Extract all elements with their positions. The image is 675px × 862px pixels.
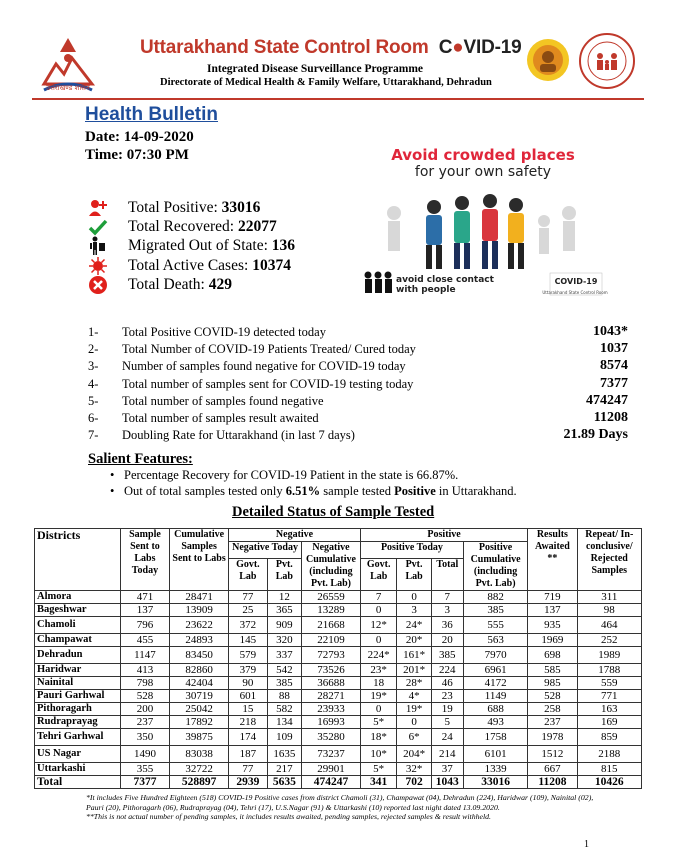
- bulletin-time: Time: 07:30 PM: [85, 147, 189, 163]
- summary-item: 4- Total number of samples sent for COVID-19 testing today 7377: [88, 375, 628, 391]
- table-cell: 585: [528, 664, 577, 677]
- table-cell: 6101: [463, 746, 527, 763]
- check-icon: [88, 217, 108, 237]
- table-cell: 385: [267, 677, 301, 690]
- table-cell: 201*: [397, 664, 431, 677]
- header-pos-pvt-lab: Pvt. Lab: [397, 558, 431, 590]
- table-cell: 25: [229, 604, 268, 617]
- district-name-cell: Chamoli: [35, 617, 121, 634]
- table-cell: 474247: [301, 776, 360, 789]
- table-cell: 5*: [360, 716, 396, 729]
- table-cell: 36: [431, 617, 463, 634]
- summary-item: 7- Doubling Rate for Uttarakhand (in last 7 days) 21.89 Days: [88, 427, 628, 443]
- table-cell: 337: [267, 647, 301, 664]
- table-cell: 72793: [301, 647, 360, 664]
- table-cell: 859: [577, 729, 641, 746]
- table-cell: 909: [267, 617, 301, 634]
- table-cell: 237: [528, 716, 577, 729]
- table-cell: 341: [360, 776, 396, 789]
- table-cell: 0: [397, 716, 431, 729]
- table-cell: 24*: [397, 617, 431, 634]
- table-cell: 7: [360, 591, 396, 604]
- table-cell: 19*: [360, 690, 396, 703]
- table-cell: 0: [397, 591, 431, 604]
- table-cell: 28*: [397, 677, 431, 690]
- poster-caption-1: avoid close contact: [396, 275, 494, 285]
- table-row: [35, 647, 642, 664]
- table-cell: 163: [577, 703, 641, 716]
- table-cell: 23*: [360, 664, 396, 677]
- table-cell: 5*: [360, 763, 396, 776]
- poster-badge-sub: Uttarakhand State Control Room: [542, 290, 608, 295]
- table-cell: 23933: [301, 703, 360, 716]
- covid-wordmark: C●VID-19: [438, 37, 522, 58]
- header-positive-cumulative: Positive Cumulative (including Pvt. Lab): [463, 542, 527, 591]
- table-cell: 3: [431, 604, 463, 617]
- table-cell: 82860: [170, 664, 229, 677]
- table-cell: 73237: [301, 746, 360, 763]
- table-cell: 28271: [301, 690, 360, 703]
- header-pos-total: Total: [431, 558, 463, 590]
- table-cell: 10*: [360, 746, 396, 763]
- salient-features-heading: Salient Features:: [88, 451, 193, 467]
- table-cell: 224: [431, 664, 463, 677]
- table-cell: 882: [463, 591, 527, 604]
- table-cell: 109: [267, 729, 301, 746]
- table-cell: 1758: [463, 729, 527, 746]
- table-cell: 32722: [170, 763, 229, 776]
- table-cell: 33016: [463, 776, 527, 789]
- table-row: [35, 716, 642, 729]
- district-name-cell: Bageshwar: [35, 604, 121, 617]
- header-repeat-samples: Repeat/ In-conclusive/ Rejected Samples: [577, 529, 641, 591]
- district-name-cell: Pithoragarh: [35, 703, 121, 716]
- header-cumulative-samples: Cumulative Samples Sent to Labs: [170, 529, 229, 591]
- table-cell: 88: [267, 690, 301, 703]
- table-cell: 169: [577, 716, 641, 729]
- virus-icon: [88, 256, 108, 276]
- header-districts: Districts: [35, 529, 121, 591]
- table-cell: 796: [120, 617, 169, 634]
- awareness-poster: [354, 133, 612, 303]
- table-cell: 7: [431, 591, 463, 604]
- district-name-cell: Almora: [35, 591, 121, 604]
- table-cell: 365: [267, 604, 301, 617]
- table-cell: 30719: [170, 690, 229, 703]
- footnote-2: **This is not actual number of pending samples, it includes results awaited, pending samples, rejected samples & result withheld.: [86, 812, 491, 821]
- table-cell: 252: [577, 634, 641, 647]
- district-name-cell: Haridwar: [35, 664, 121, 677]
- table-cell: 4*: [397, 690, 431, 703]
- table-cell: 1978: [528, 729, 577, 746]
- district-name-cell: Dehradun: [35, 647, 121, 664]
- header-title: Uttarakhand State Control Room C●VID-19: [140, 37, 522, 58]
- district-name-cell: US Nagar: [35, 746, 121, 763]
- table-cell: 698: [528, 647, 577, 664]
- table-cell: 18: [360, 677, 396, 690]
- table-cell: 320: [267, 634, 301, 647]
- table-cell: 26559: [301, 591, 360, 604]
- footnote-1: *It includes Five Hundred Eighteen (518) COVID-19 Positive cases from district Chamoli (31), Champawat (04), Dehradun (224), Haridwar (109), Nainital (02), Pauri (20), Pithoragarh (06), Rudraprayag (04), Tehri (17), U.S.Nagar (91) & Uttarkashi (10) reported last night dated 13.09.2020.: [86, 793, 594, 812]
- table-cell: 39875: [170, 729, 229, 746]
- table-cell: 355: [120, 763, 169, 776]
- table-cell: 145: [229, 634, 268, 647]
- header-results-awaited: Results Awaited **: [528, 529, 577, 591]
- header-pos-govt-lab: Govt. Lab: [360, 558, 396, 590]
- table-row: [35, 664, 642, 677]
- table-cell: 464: [577, 617, 641, 634]
- header-neg-pvt-lab: Pvt. Lab: [267, 558, 301, 590]
- table-cell: 455: [120, 634, 169, 647]
- district-name-cell: Champawat: [35, 634, 121, 647]
- table-cell: 98: [577, 604, 641, 617]
- table-cell: 579: [229, 647, 268, 664]
- table-cell: 582: [267, 703, 301, 716]
- table-total-row: [35, 776, 642, 789]
- header-negative-today: Negative Today: [229, 542, 302, 559]
- table-cell: 134: [267, 716, 301, 729]
- table-cell: 77: [229, 591, 268, 604]
- table-cell: 1490: [120, 746, 169, 763]
- table-row: [35, 729, 642, 746]
- table-cell: 771: [577, 690, 641, 703]
- table-title: Detailed Status of Sample Tested: [232, 504, 435, 520]
- table-cell: 1147: [120, 647, 169, 664]
- table-cell: 4172: [463, 677, 527, 690]
- table-cell: 0: [360, 604, 396, 617]
- table-row: [35, 703, 642, 716]
- sample-status-table: [34, 528, 642, 789]
- table-row: [35, 617, 642, 634]
- add-person-icon: [88, 198, 108, 218]
- table-cell: 32*: [397, 763, 431, 776]
- table-cell: 35280: [301, 729, 360, 746]
- bulletin-date: Date: 14-09-2020: [85, 129, 194, 145]
- table-cell: 13909: [170, 604, 229, 617]
- poster-badge: COVID-19: [554, 277, 598, 286]
- table-cell: 29901: [301, 763, 360, 776]
- table-cell: 18*: [360, 729, 396, 746]
- header-negative: Negative: [229, 529, 361, 542]
- district-name-cell: Nainital: [35, 677, 121, 690]
- migrant-icon: [88, 236, 108, 256]
- left-logo-caption: उत्तराखण्ड शासन: [46, 84, 90, 92]
- table-cell: 36688: [301, 677, 360, 690]
- table-cell: 73526: [301, 664, 360, 677]
- table-cell: 350: [120, 729, 169, 746]
- table-row: [35, 677, 642, 690]
- district-name-cell: Uttarkashi: [35, 763, 121, 776]
- table-cell: 688: [463, 703, 527, 716]
- table-cell: 6961: [463, 664, 527, 677]
- table-cell: 702: [397, 776, 431, 789]
- table-cell: 6*: [397, 729, 431, 746]
- poster-caption-2: with people: [396, 285, 456, 295]
- summary-item: 5- Total number of samples found negative 474247: [88, 392, 628, 408]
- district-name-cell: Rudraprayag: [35, 716, 121, 729]
- table-cell: 413: [120, 664, 169, 677]
- header-positive-today: Positive Today: [360, 542, 463, 559]
- district-name-cell: Pauri Garhwal: [35, 690, 121, 703]
- table-cell: 17892: [170, 716, 229, 729]
- header-negative-cumulative: Negative Cumulative (including Pvt. Lab): [301, 542, 360, 591]
- table-cell: 22109: [301, 634, 360, 647]
- table-cell: 528: [120, 690, 169, 703]
- summary-item: 2- Total Number of COVID-19 Patients Treated/ Cured today 1037: [88, 341, 628, 357]
- table-cell: 471: [120, 591, 169, 604]
- table-cell: 2188: [577, 746, 641, 763]
- header-positive: Positive: [360, 529, 527, 542]
- table-cell: 21668: [301, 617, 360, 634]
- table-cell: 11208: [528, 776, 577, 789]
- table-cell: 237: [120, 716, 169, 729]
- government-seal-icon: [526, 38, 570, 82]
- table-row: [35, 690, 642, 703]
- table-cell: 83450: [170, 647, 229, 664]
- salient-bullet-2: • Out of total samples tested only 6.51% sample tested Positive in Uttarakhand.: [124, 484, 517, 499]
- summary-item: 6- Total number of samples result awaited 11208: [88, 409, 628, 425]
- table-cell: 667: [528, 763, 577, 776]
- table-cell: 5635: [267, 776, 301, 789]
- table-cell: 23622: [170, 617, 229, 634]
- table-cell: 1149: [463, 690, 527, 703]
- table-cell: 542: [267, 664, 301, 677]
- table-cell: 37: [431, 763, 463, 776]
- table-cell: 1635: [267, 746, 301, 763]
- table-cell: 187: [229, 746, 268, 763]
- table-cell: 24: [431, 729, 463, 746]
- table-cell: 719: [528, 591, 577, 604]
- table-cell: 200: [120, 703, 169, 716]
- table-cell: 174: [229, 729, 268, 746]
- table-cell: 25042: [170, 703, 229, 716]
- table-cell: 161*: [397, 647, 431, 664]
- salient-bullet-1: • Percentage Recovery for COVID-19 Patient in the state is 66.87%.: [124, 468, 458, 483]
- table-cell: 23: [431, 690, 463, 703]
- table-cell: 372: [229, 617, 268, 634]
- poster-headline: Avoid crowded places: [391, 146, 575, 164]
- table-cell: 815: [577, 763, 641, 776]
- table-cell: 258: [528, 703, 577, 716]
- table-cell: 601: [229, 690, 268, 703]
- table-cell: 985: [528, 677, 577, 690]
- table-cell: 1989: [577, 647, 641, 664]
- table-cell: 7970: [463, 647, 527, 664]
- district-name-cell: Total: [35, 776, 121, 789]
- table-cell: 137: [120, 604, 169, 617]
- table-cell: 2939: [229, 776, 268, 789]
- district-name-cell: Tehri Garhwal: [35, 729, 121, 746]
- table-cell: 798: [120, 677, 169, 690]
- header-divider: [32, 98, 644, 100]
- table-cell: 46: [431, 677, 463, 690]
- table-row: [35, 604, 642, 617]
- table-cell: 1512: [528, 746, 577, 763]
- table-row: [35, 763, 642, 776]
- table-cell: 563: [463, 634, 527, 647]
- table-cell: 20*: [397, 634, 431, 647]
- table-cell: 5: [431, 716, 463, 729]
- summary-item: 1- Total Positive COVID-19 detected today 1043*: [88, 324, 628, 339]
- table-cell: 0: [360, 634, 396, 647]
- table-cell: 528897: [170, 776, 229, 789]
- table-cell: 90: [229, 677, 268, 690]
- table-cell: 214: [431, 746, 463, 763]
- table-cell: 16993: [301, 716, 360, 729]
- table-cell: 77: [229, 763, 268, 776]
- table-cell: 555: [463, 617, 527, 634]
- table-cell: 1969: [528, 634, 577, 647]
- table-cell: 0: [360, 703, 396, 716]
- cross-circle-icon: [88, 275, 108, 295]
- table-row: [35, 746, 642, 763]
- table-cell: 13289: [301, 604, 360, 617]
- header-subtitle-idsp: Integrated Disease Surveillance Programme: [207, 63, 424, 75]
- header-subtitle-directorate: Directorate of Medical Health & Family Welfare, Uttarakhand, Dehradun: [160, 77, 492, 88]
- poster-subline: for your own safety: [414, 164, 552, 180]
- table-cell: 935: [528, 617, 577, 634]
- table-cell: 1339: [463, 763, 527, 776]
- table-cell: 12: [267, 591, 301, 604]
- table-cell: 311: [577, 591, 641, 604]
- table-cell: 1043: [431, 776, 463, 789]
- table-cell: 137: [528, 604, 577, 617]
- table-cell: 19: [431, 703, 463, 716]
- national-health-mission-logo-icon: [578, 32, 636, 90]
- table-cell: 218: [229, 716, 268, 729]
- table-cell: 493: [463, 716, 527, 729]
- table-cell: 83038: [170, 746, 229, 763]
- header-neg-govt-lab: Govt. Lab: [229, 558, 268, 590]
- table-row: [35, 591, 642, 604]
- table-cell: 559: [577, 677, 641, 690]
- table-cell: 379: [229, 664, 268, 677]
- table-cell: 385: [463, 604, 527, 617]
- table-cell: 28471: [170, 591, 229, 604]
- table-row: [35, 634, 642, 647]
- table-cell: 3: [397, 604, 431, 617]
- table-cell: 20: [431, 634, 463, 647]
- table-cell: 42404: [170, 677, 229, 690]
- table-cell: 224*: [360, 647, 396, 664]
- table-cell: 7377: [120, 776, 169, 789]
- table-cell: 19*: [397, 703, 431, 716]
- table-cell: 528: [528, 690, 577, 703]
- table-cell: 15: [229, 703, 268, 716]
- table-cell: 24893: [170, 634, 229, 647]
- table-cell: 217: [267, 763, 301, 776]
- page-number: 1: [584, 839, 589, 850]
- summary-list: [88, 325, 628, 445]
- table-cell: 1788: [577, 664, 641, 677]
- table-cell: 12*: [360, 617, 396, 634]
- summary-item: 3- Number of samples found negative for COVID-19 today 8574: [88, 358, 628, 374]
- bulletin-title: Health Bulletin: [85, 104, 219, 125]
- table-cell: 204*: [397, 746, 431, 763]
- table-cell: 385: [431, 647, 463, 664]
- table-cell: 10426: [577, 776, 641, 789]
- header-sample-today: Sample Sent to Labs Today: [120, 529, 169, 591]
